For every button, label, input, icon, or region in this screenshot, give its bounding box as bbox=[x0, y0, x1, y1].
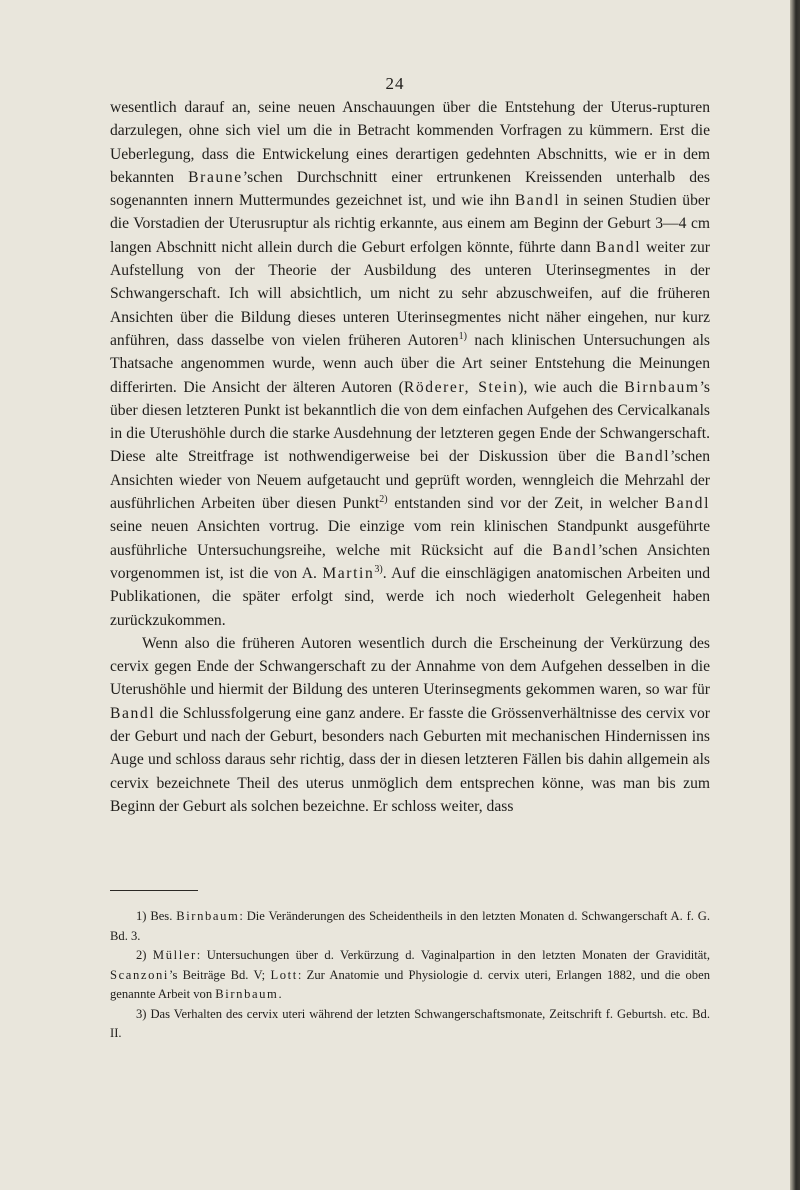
author-name: Birnbaum bbox=[215, 987, 279, 1001]
author-name: Röderer, Stein bbox=[403, 378, 519, 396]
author-name: Bandl bbox=[664, 495, 710, 513]
footnote-ref-3: 3) bbox=[374, 563, 383, 575]
author-name: Birnbaum bbox=[176, 909, 240, 923]
main-text bbox=[110, 96, 710, 818]
footnote-2: 2) Müller: Untersuchungen über d. Verkürzung d. Vaginalpartion in den letzten Monaten der Gravidität, Scanzoni’s Beiträge Bd. V; Lott: Zur Anatomie und Physiologie d. cervix uteri, Erlangen 1882, und die oben genannte Arbeit von Birnbaum. bbox=[110, 948, 710, 1001]
footnote-divider bbox=[110, 890, 198, 891]
footnote-ref-1: 1) bbox=[458, 330, 467, 342]
author-name: Braune bbox=[188, 168, 243, 186]
footnotes bbox=[110, 907, 710, 1044]
author-name: Lott bbox=[270, 967, 298, 982]
author-name: Bandl bbox=[595, 238, 642, 256]
footnote-1: 1) Bes. Birnbaum: Die Veränderungen des Scheidentheils in den letzten Monaten d. Schwangerschaft A. f. G. Bd. 3. bbox=[110, 909, 711, 943]
author-name: Bandl bbox=[514, 192, 561, 210]
author-name: Bandl bbox=[110, 704, 156, 722]
page-number: 24 bbox=[385, 74, 405, 93]
paragraph-2: Wenn also die früheren Autoren wesentlich durch die Erscheinung der Verkürzung des cervix gegen Ende der Schwangerschaft zu der Annahme von dem Aufgehen desselben in die Uterushöhle und hiermit der Bildung des unteren Uterinsegments gekommen waren, so war für Bandl die Schlussfolgerung eine ganz andere. Er fasste die Grössenverhältnisse des cervix vor der Geburt und nach der Geburt, besonders nach Geburten mit mechanischen Hindernissen ins Auge und schloss daraus sehr richtig, dass der in diesen letzteren Fällen bis dahin allgemein als cervix bezeichnete Theil des uterus unmöglich dem entsprechen könne, was man bis zum Beginn der Geburt als solchen bezeichne. Er schloss weiter, dass bbox=[110, 634, 710, 815]
author-name: Bandl bbox=[624, 448, 671, 466]
book-binding-edge bbox=[790, 0, 800, 1190]
author-name: Martin bbox=[322, 564, 375, 582]
footnote-ref-2: 2) bbox=[379, 493, 388, 505]
author-name: Müller bbox=[152, 948, 197, 962]
paragraph-1: wesentlich darauf an, seine neuen Anschauungen über die Entstehung der Uterus-rupturen darzulegen, ohne sich viel um die in Betracht kommenden Vorfragen zu kümmern. Erst die Ueberlegung, dass die Entwickelung eines derartigen gedehnten Abschnitts, wie er in dem bekannten Braune’schen Durchschnitt einer ertrunkenen Kreissenden unterhalb des sogenannten innern Muttermundes gezeichnet ist, und wie ihn Bandl in seinen Studien über die Vorstadien der Uterusruptur als richtig erkannte, aus einem am Beginn der Geburt 3—4 cm langen Abschnitt nicht allein durch die Geburt erfolgen könnte, führte dann Bandl weiter zur Aufstellung von der Theorie der Ausbildung des unteren Uterinsegmentes in der Schwangerschaft. Ich will absichtlich, um nicht zu sehr abzuschweifen, auf die früheren Ansichten über die Bildung dieses unteren Uterinsegmentes nicht näher eingehen, nur kurz anführen, dass dasselbe von vielen früheren Autoren$^{1)}$ nach klinischen Untersuchungen als Thatsache angenommen wurde, wenn auch über die Art seiner Entstehung die Meinungen differirten. Die Ansicht der älteren Autoren (Röderer, Stein), wie auch die Birnbaum’s über diesen letzteren Punkt ist bekanntlich die von dem einfachen Aufgehen des Cervicalkanals in die Uterushöhle durch die starke Ausdehnung der letzteren gegen Ende der Schwangerschaft. Diese alte Streitfrage ist nothwendigerweise bei der Diskussion über die Bandl’schen Ansichten wieder von Neuem aufgetaucht und geprüft worden, wenngleich die Mehrzahl der ausführlichen Arbeiten über diesen Punkt$^{2)}$ entstanden sind vor der Zeit, in welcher Bandl seine neuen Ansichten vortrug. Die einzige vom rein klinischen Standpunkt ausgeführte ausführliche Untersuchungsreihe, welche mit Rücksicht auf die Bandl’schen Ansichten vorgenommen ist, ist die von A. Martin$^{3)}$. Auf die einschlägigen anatomischen Arbeiten und Publikationen, die später erfolgt sind, werde ich noch wiederholt Gelegenheit haben zurückzukommen. bbox=[110, 99, 711, 629]
footnote-3: 3) Das Verhalten des cervix uteri während der letzten Schwangerschaftsmonate, Zeitschrift f. Geburtsh. etc. Bd. II. bbox=[110, 1006, 710, 1040]
author-name: Bandl bbox=[552, 541, 598, 559]
author-name: Birnbaum bbox=[624, 378, 700, 396]
author-name: Scanzoni bbox=[110, 967, 169, 982]
